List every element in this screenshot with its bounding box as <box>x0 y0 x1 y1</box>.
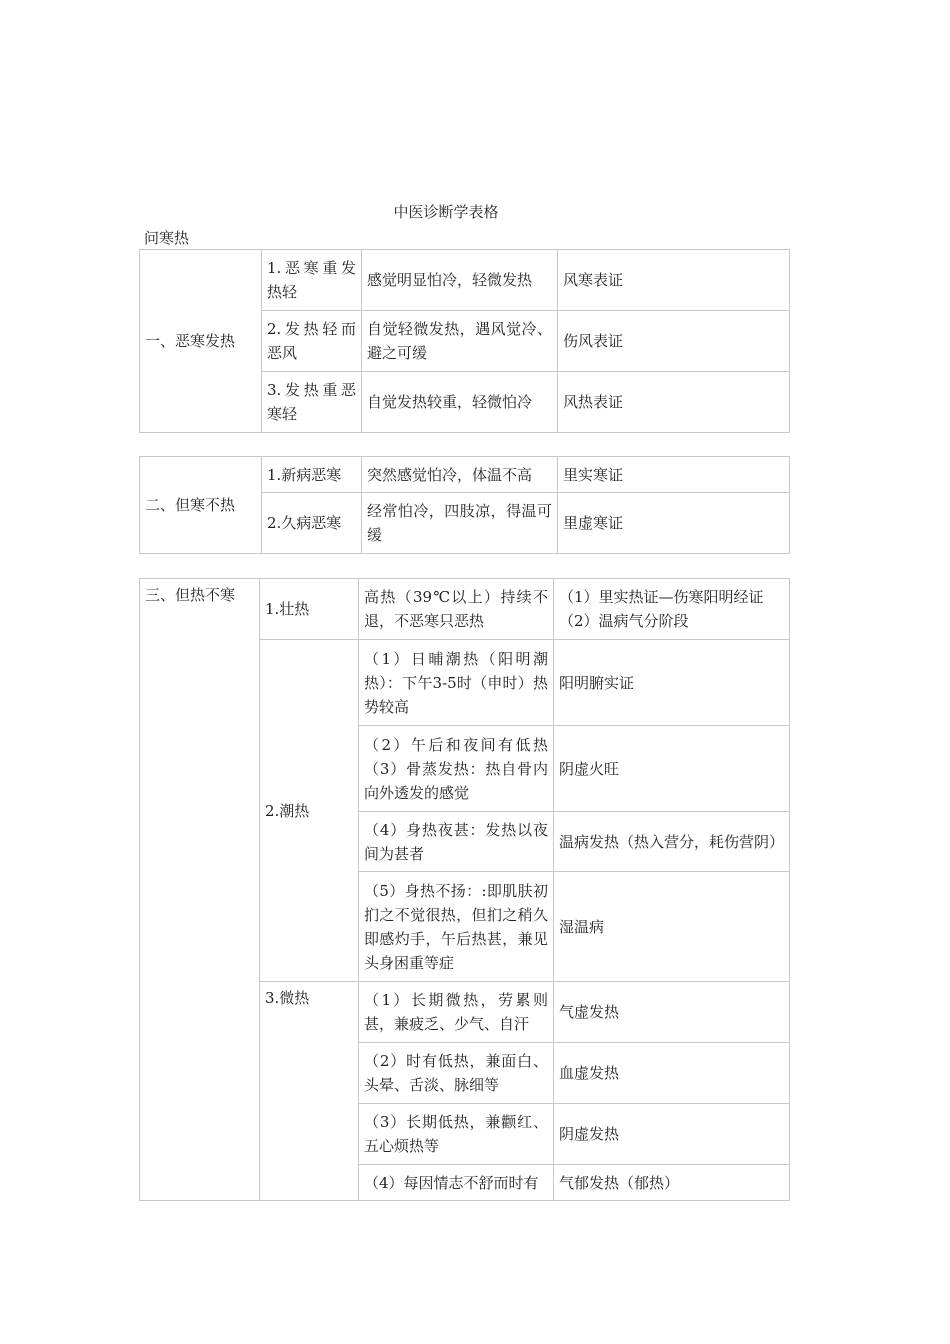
section-heading: 问寒热 <box>144 229 190 247</box>
syndrome-cell: 气虚发热 <box>554 982 790 1043</box>
symptom-cell: （4）身热夜甚：发热以夜间为甚者 <box>359 812 554 872</box>
category-cell: 三、但热不寒 <box>140 579 260 1201</box>
subtype-cell: 2.潮热 <box>260 640 359 982</box>
symptom-cell: 经常怕冷，四肢凉，得温可缓 <box>362 493 558 554</box>
symptom-cell: （3）长期低热，兼颧红、五心烦热等 <box>359 1104 554 1165</box>
symptom-cell: 自觉轻微发热，遇风觉冷、避之可缓 <box>362 311 558 372</box>
symptom-cell: 突然感觉怕冷，体温不高 <box>362 457 558 493</box>
syndrome-cell: 里虚寒证 <box>558 493 790 554</box>
syndrome-cell: 温病发热（热入营分，耗伤营阴） <box>554 812 790 872</box>
category-cell: 二、但寒不热 <box>140 457 262 554</box>
syndrome-cell: 风热表证 <box>558 372 790 433</box>
syndrome-cell: 阴虚发热 <box>554 1104 790 1165</box>
chills-without-fever-table <box>139 456 790 554</box>
syndrome-cell: 风寒表证 <box>558 250 790 311</box>
document-title: 中医诊断学表格 <box>393 203 499 221</box>
table-row <box>140 457 790 493</box>
syndrome-cell <box>554 579 790 640</box>
syndrome-line: （1）里实热证—伤寒阳明经证 <box>559 588 764 606</box>
symptom-cell: （1）日晡潮热（阳明潮热）：下午3-5时（申时）热势较高 <box>359 640 554 726</box>
subtype-cell: 3.发热重恶寒轻 <box>262 372 362 433</box>
symptom-cell: （2）时有低热，兼面白、头晕、舌淡、脉细等 <box>359 1043 554 1104</box>
symptom-cell: （2）午后和夜间有低热（3）骨蒸发热：热自骨内向外透发的感觉 <box>359 726 554 812</box>
category-cell: 一、恶寒发热 <box>140 250 262 433</box>
symptom-cell: 自觉发热较重，轻微怕冷 <box>362 372 558 433</box>
fever-without-chills-table <box>139 578 790 1201</box>
syndrome-line: （2）温病气分阶段 <box>559 612 689 630</box>
syndrome-cell: 阳明腑实证 <box>554 640 790 726</box>
syndrome-cell: 伤风表证 <box>558 311 790 372</box>
symptom-cell: 高热（39℃以上）持续不退，不恶寒只恶热 <box>359 579 554 640</box>
symptom-cell: （1）长期微热，劳累则甚，兼疲乏、少气、自汗 <box>359 982 554 1043</box>
subtype-cell: 1.壮热 <box>260 579 359 640</box>
subtype-cell: 2.发热轻而恶风 <box>262 311 362 372</box>
symptom-cell: 感觉明显怕冷，轻微发热 <box>362 250 558 311</box>
subtype-cell: 2.久病恶寒 <box>262 493 362 554</box>
syndrome-cell: 阴虚火旺 <box>554 726 790 812</box>
symptom-cell: （5）身热不扬：:即肌肤初扪之不觉很热，但扪之稍久即感灼手，午后热甚，兼见头身困重等症 <box>359 872 554 982</box>
syndrome-cell: 气郁发热（郁热） <box>554 1165 790 1201</box>
subtype-cell: 1.恶寒重发热轻 <box>262 250 362 311</box>
subtype-cell: 3.微热 <box>260 982 359 1201</box>
aversion-fever-table <box>139 249 790 433</box>
syndrome-cell: 里实寒证 <box>558 457 790 493</box>
syndrome-cell: 血虚发热 <box>554 1043 790 1104</box>
syndrome-cell: 湿温病 <box>554 872 790 982</box>
table-row <box>140 250 790 311</box>
table-row <box>140 579 790 640</box>
subtype-cell: 1.新病恶寒 <box>262 457 362 493</box>
symptom-cell: （4）每因情志不舒而时有 <box>359 1165 554 1201</box>
